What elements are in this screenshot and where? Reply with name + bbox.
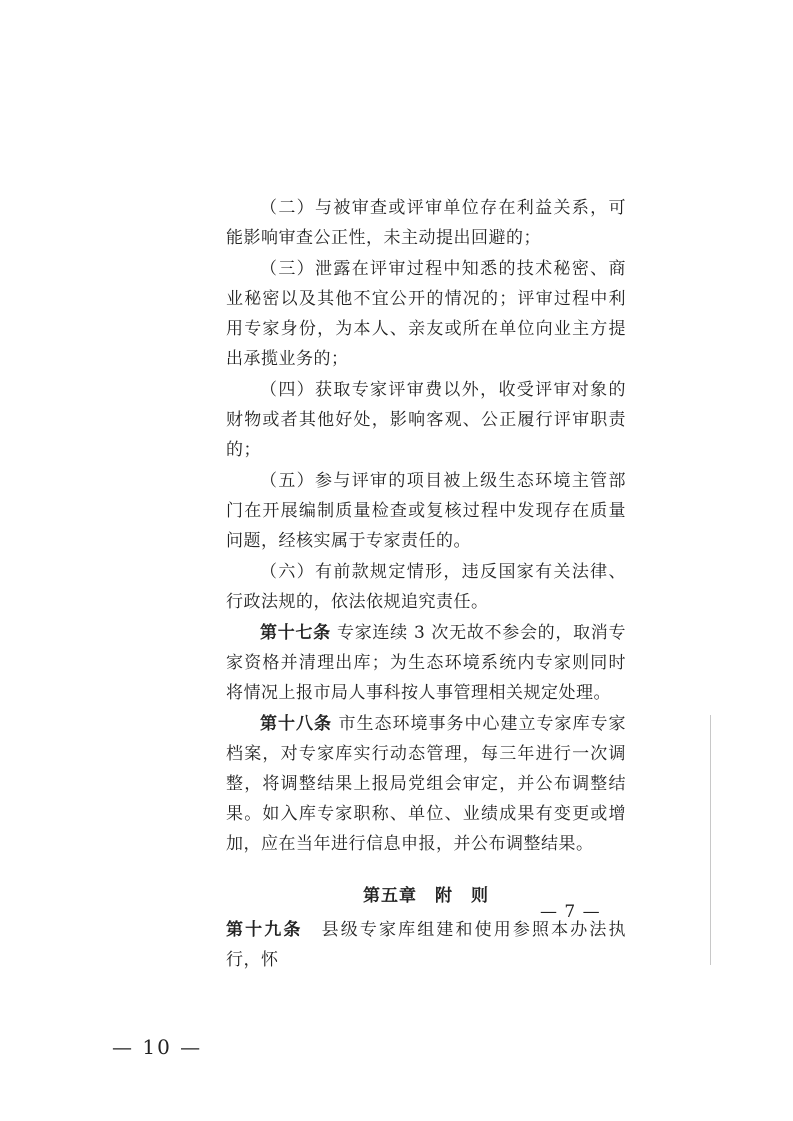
chapter-5-title: 第五章 附 则 (363, 886, 489, 906)
article-17 (226, 618, 626, 708)
outer-page-number: — 10 — (112, 1035, 203, 1059)
article-17-text: 专家连续 3 次无故不参会的，取消专家资格并清理出库；为生态环境系统内专家则同时将情况上报市局人事科按人事管理相关规定处理。 (226, 623, 627, 703)
inner-page-number: — 7 — (540, 902, 601, 922)
article-18-text: 市生态环境事务中心建立专家库专家档案，对专家库实行动态管理，每三年进行一次调整，将调整结果上报局党组会审定，并公布调整结果。如入库专家职称、单位、业绩成果有变更或增加，应在当年进行信息申报，并公布调整结果。 (226, 714, 627, 854)
article-19-label: 第十九条 (226, 920, 303, 940)
paragraph-item-5: （五）参与评审的项目被上级生态环境主管部门在开展编制质量检查或复核过程中发现存在质量问题，经核实属于专家责任的。 (226, 471, 626, 551)
document-body (226, 193, 626, 976)
scan-edge-line (710, 715, 711, 965)
paragraph-item-2: （二）与被审查或评审单位存在利益关系，可能影响审查公正性，未主动提出回避的； (226, 198, 626, 248)
article-18 (226, 709, 626, 859)
paragraph-item-4: （四）获取专家评审费以外，收受评审对象的财物或者其他好处，影响客观、公正履行评审职责的； (226, 380, 626, 460)
paragraph-item-3: （三）泄露在评审过程中知悉的技术秘密、商业秘密以及其他不宜公开的情况的；评审过程中利用专家身份，为本人、亲友或所在单位向业主方提出承揽业务的； (226, 259, 626, 369)
article-18-label: 第十八条 (260, 714, 333, 734)
article-17-label: 第十七条 (260, 623, 331, 643)
article-19-text: 县级专家库组建和使用参照本办法执行，怀 (226, 920, 626, 970)
article-19 (226, 915, 626, 975)
paragraph-item-6: （六）有前款规定情形，违反国家有关法律、行政法规的，依法依规追究责任。 (226, 562, 626, 612)
